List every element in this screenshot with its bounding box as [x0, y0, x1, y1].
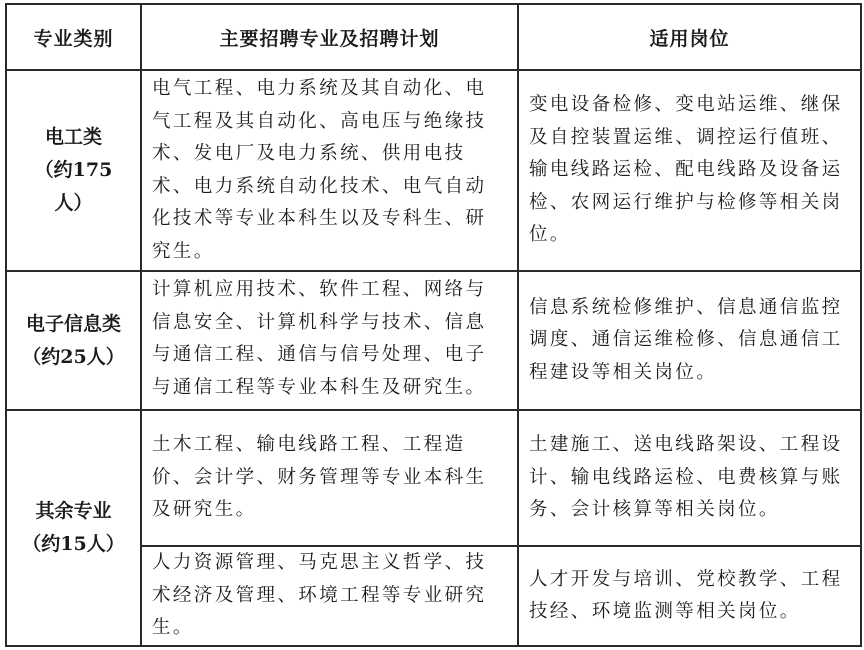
category-name: 电子信息类: [25, 312, 121, 335]
header-category: 专业类别: [6, 4, 141, 70]
positions-cell: 变电设备检修、变电站运维、继保及自控装置运维、调控运行值班、输电线路运检、配电线路及设备运检、农网运行维护与检修等相关岗位。: [518, 70, 861, 271]
positions-cell: 土建施工、送电线路架设、工程设计、输电线路运检、电费核算与账务、会计核算等相关岗位。: [518, 410, 861, 546]
category-count: （约25人）: [22, 345, 125, 368]
category-electronic-info: [6, 271, 141, 410]
majors-cell: 计算机应用技术、软件工程、网络与信息安全、计算机科学与技术、信息与通信工程、通信与信号处理、电子与通信工程等专业本科生及研究生。: [141, 271, 518, 410]
category-other: [6, 410, 141, 646]
majors-cell: 土木工程、输电线路工程、工程造价、会计学、财务管理等专业本科生及研究生。: [141, 410, 518, 546]
majors-cell: 人力资源管理、马克思主义哲学、技术经济及管理、环境工程等专业研究生。: [141, 546, 518, 646]
header-majors: 主要招聘专业及招聘计划: [141, 4, 518, 70]
category-name: 其余专业: [35, 500, 112, 522]
category-count-suffix: 人）: [54, 192, 93, 214]
header-row: [6, 4, 861, 70]
row-electrical: [6, 70, 861, 271]
category-count: （约15人）: [22, 533, 125, 555]
majors-cell: 电气工程、电力系统及其自动化、电气工程及其自动化、高电压与绝缘技术、发电厂及电力系统、供用电技术、电力系统自动化技术、电气自动化技术等专业本科生以及专科生、研究生。: [141, 70, 518, 271]
row-electronic-info: [6, 271, 861, 410]
row-other-a: [6, 410, 861, 546]
header-positions: 适用岗位: [518, 4, 861, 70]
category-count: （约175: [34, 159, 113, 181]
positions-cell: 信息系统检修维护、信息通信监控调度、通信运维检修、信息通信工程建设等相关岗位。: [518, 271, 861, 410]
category-electrical: [6, 70, 141, 271]
category-name: 电工类: [44, 126, 102, 148]
positions-cell: 人才开发与培训、党校教学、工程技经、环境监测等相关岗位。: [518, 546, 861, 646]
recruitment-table: [5, 3, 862, 647]
